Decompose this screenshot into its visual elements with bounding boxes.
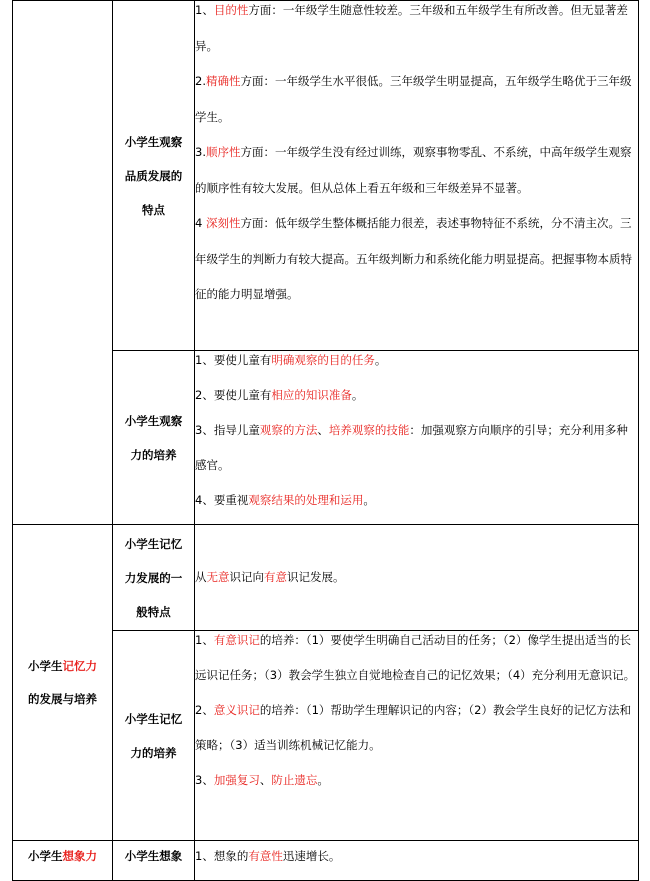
row-observation-quality [13, 1, 639, 351]
memory-section-label: 小学生记忆力 的发展与培养 [13, 525, 113, 841]
memory-training-content [195, 631, 639, 841]
training-item-4: 4、要重视观察结果的处理和运用。 [195, 493, 375, 507]
quality-item-1: 1、目的性方面：一年级学生随意性较差。三年级和五年级学生有所改善。但无显著差异。 [195, 3, 628, 53]
memory-item-1: 1、有意识记的培养：（1）要使学生明确自己活动目的任务；（2）像学生提出适当的长远识记任务；（3）教会学生独立自觉地检查自己的记忆效果；（4）充分利用无意识记。 [195, 633, 636, 682]
imagination-sub-label: 小学生想象 [113, 841, 195, 881]
observation-quality-label: 小学生观察 品质发展的 特点 [113, 1, 195, 351]
row-imagination [13, 841, 639, 881]
observation-section-cell [13, 1, 113, 525]
notes-table [12, 0, 639, 881]
memory-general-content: 从无意识记向有意识记发展。 [195, 525, 639, 631]
memory-item-2: 2、意义识记的培养：（1）帮助学生理解识记的内容；（2）教会学生良好的记忆方法和策略；（3）适当训练机械记忆能力。 [195, 703, 631, 752]
row-memory-general [13, 525, 639, 631]
training-item-3: 3、指导儿童观察的方法、培养观察的技能：加强观察方向顺序的引导；充分利用多种感官。 [195, 423, 628, 472]
observation-training-content [195, 351, 639, 525]
observation-quality-content [195, 1, 639, 351]
memory-training-label: 小学生记忆 力的培养 [113, 631, 195, 841]
training-item-1: 1、要使儿童有明确观察的目的任务。 [195, 353, 387, 367]
memory-item-3: 3、加强复习、防止遗忘。 [195, 773, 329, 787]
imagination-section-label: 小学生想象力 [13, 841, 113, 881]
quality-item-2: 2.精确性方面：一年级学生水平很低。三年级学生明显提高，五年级学生略优于三年级学生。 [195, 74, 632, 124]
observation-training-label: 小学生观察 力的培养 [113, 351, 195, 525]
quality-item-3: 3.顺序性方面：一年级学生没有经过训练，观察事物零乱、不系统，中高年级学生观察的顺序性有较大发展。但从总体上看五年级和三年级差异不显著。 [195, 145, 632, 195]
memory-general-label: 小学生记忆 力发展的一 般特点 [113, 525, 195, 631]
imagination-content: 1、想象的有意性迅速增长。 [195, 841, 639, 881]
quality-item-4: 4 深刻性方面：低年级学生整体概括能力很差，表述事物特征不系统，分不清主次。三年级学生的判断力有较大提高。五年级判断力和系统化能力明显提高。把握事物本质特征的能力明显增强。 [195, 216, 632, 301]
training-item-2: 2、要使儿童有相应的知识准备。 [195, 388, 364, 402]
